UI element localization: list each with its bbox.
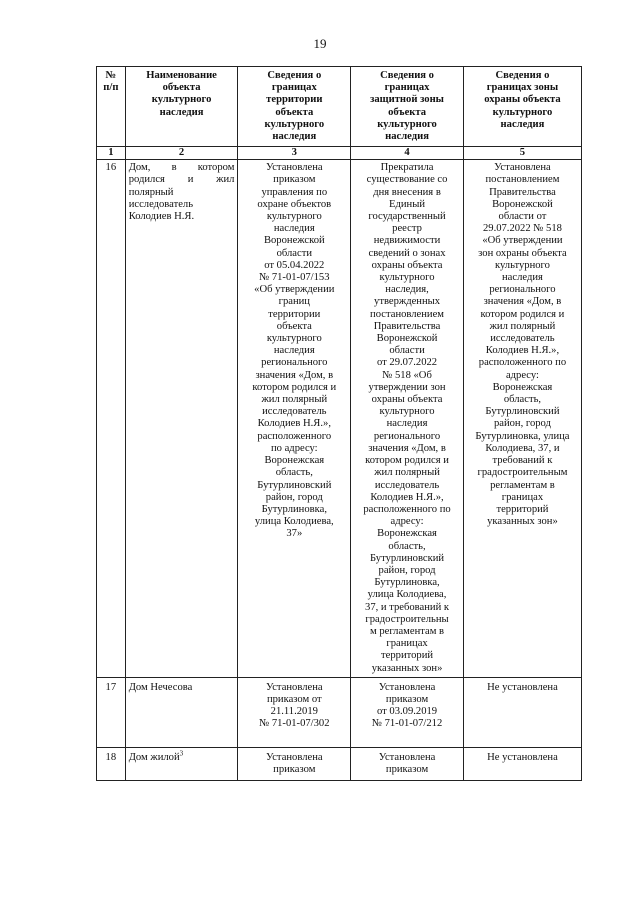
protective-zone-info: Прекратила существование со дня внесения в Единый государственный реестр недвижимости сведений о зонах охраны объекта культурного наследия, утвержденных постановлением Правительства Воронежской области от 29.07.2022 № 518 «Об утверждении зон охраны объекта культурного наследия регионального значения «Дом, в котором родился и жил полярный исследователь Колодиев Н.Я.», расположенного по адресу: Воронежская область, Бутурлиновский район, город Бутурлиновка, улица Колодиева, 37, и требований к градостроительны м регламентам в границах территорий указанных зон» — [351, 160, 464, 678]
column-numbering-row — [97, 147, 582, 160]
table-row — [97, 160, 582, 678]
row-number: 17 — [97, 677, 126, 747]
column-number: 2 — [125, 147, 238, 160]
column-number: 1 — [97, 147, 126, 160]
object-name: Дом, в котором родился и жил полярный исследователь Колодиев Н.Я. — [125, 160, 238, 678]
protective-zone-info: Установлена приказом — [351, 747, 464, 780]
territory-info: Установлена приказом — [238, 747, 351, 780]
footnote-marker[interactable]: 3 — [179, 749, 184, 758]
table-header-row — [97, 67, 582, 147]
territory-info: Установлена приказом управления по охране объектов культурного наследия Воронежской области от 05.04.2022 № 71-01-07/153 «Об утверждении границ территории объекта культурного наследия регионального значения «Дом, в котором родился и жил полярный исследователь Колодиев Н.Я.», расположенного по адресу: Воронежская область, Бутурлиновский район, город Бутурлиновка, улица Колодиева, 37» — [238, 160, 351, 678]
object-name-cell — [125, 747, 238, 780]
protection-zones-info: Установлена постановлением Правительства Воронежской области от 29.07.2022 № 518 «Об утверждении зон охраны объекта культурного наследия регионального значения «Дом, в котором родился и жил полярный исследователь Колодиев Н.Я.», расположенного по адресу: Воронежская область, Бутурлиновский район, город Бутурлиновка, улица Колодиева, 37, и требований к градостроительным регламентам в границах территорий указанных зон» — [463, 160, 581, 678]
object-name: Дом жилой — [128, 751, 180, 763]
row-number: 16 — [97, 160, 126, 678]
header-protection-zones-boundaries: Сведения о границах зоны охраны объекта культурного наследия — [463, 67, 581, 147]
heritage-objects-table — [96, 66, 582, 781]
column-number: 3 — [238, 147, 351, 160]
protection-zones-info: Не установлена — [463, 747, 581, 780]
header-number: № п/п — [97, 67, 126, 147]
territory-info: Установлена приказом от 21.11.2019 № 71-01-07/302 — [238, 677, 351, 747]
column-number: 4 — [351, 147, 464, 160]
table-row — [97, 747, 582, 780]
header-protective-zone-boundaries: Сведения о границах защитной зоны объекта культурного наследия — [351, 67, 464, 147]
row-number: 18 — [97, 747, 126, 780]
page-number: 19 — [313, 36, 327, 51]
object-name: Дом Нечесова — [125, 677, 238, 747]
protection-zones-info: Не установлена — [463, 677, 581, 747]
column-number: 5 — [463, 147, 581, 160]
protective-zone-info: Установлена приказом от 03.09.2019 № 71-01-07/212 — [351, 677, 464, 747]
header-territory-boundaries: Сведения о границах территории объекта культурного наследия — [238, 67, 351, 147]
header-object-name: Наименование объекта культурного наследия — [125, 67, 238, 147]
table-row — [97, 677, 582, 747]
